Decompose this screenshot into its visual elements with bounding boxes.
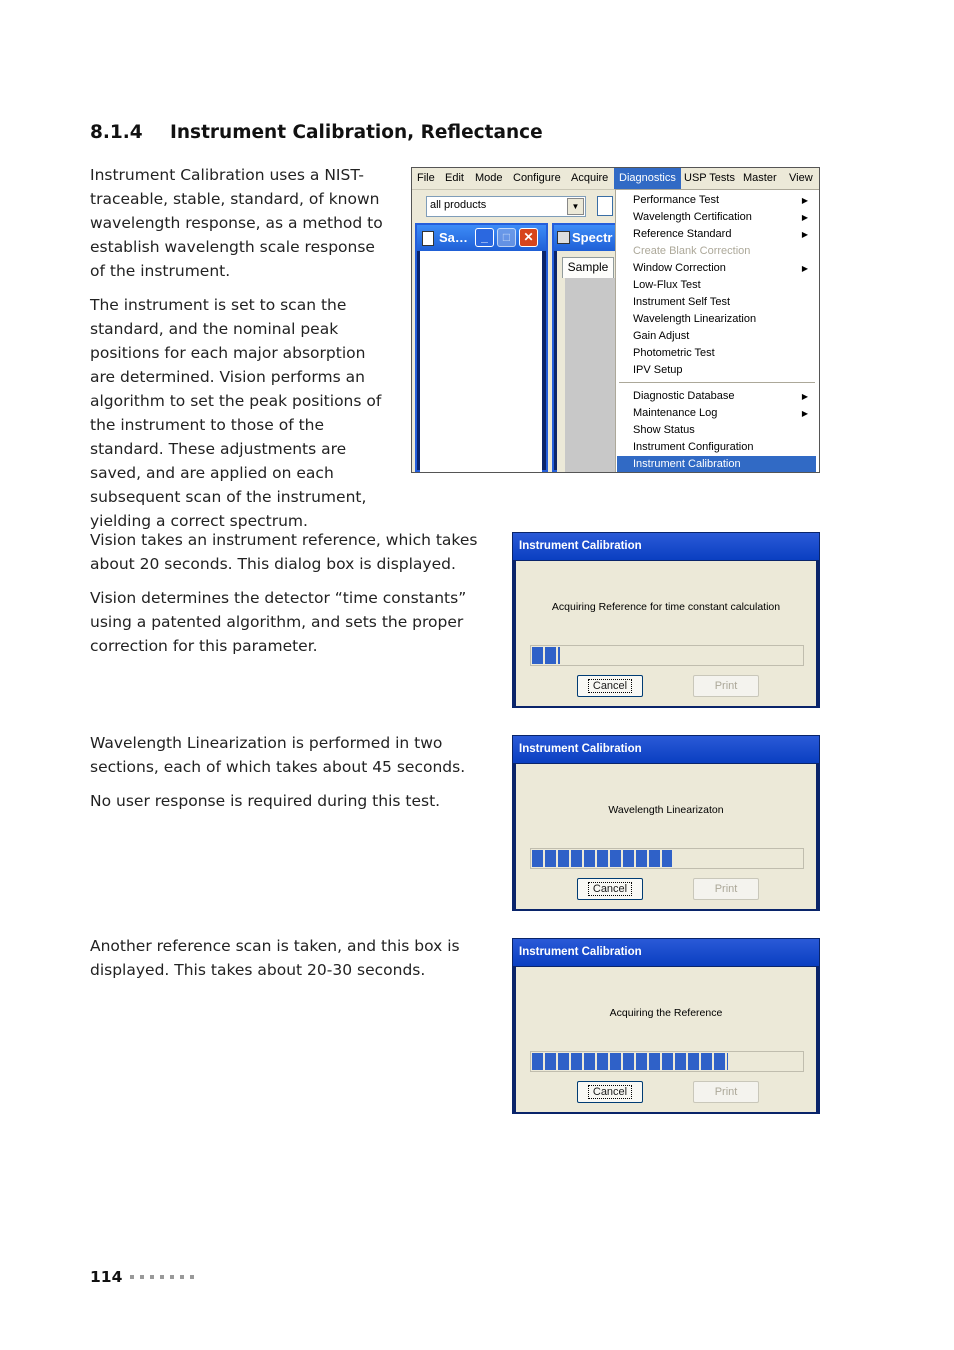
submenu-arrow-icon: ▶ xyxy=(801,213,808,222)
print-button: Print xyxy=(693,878,759,900)
product-combo[interactable] xyxy=(426,196,586,217)
menu-edit[interactable]: Edit xyxy=(445,172,464,184)
new-document-icon[interactable] xyxy=(597,196,613,216)
product-combo-value: all products xyxy=(430,199,487,211)
menu-bar xyxy=(412,168,819,190)
dialog-body xyxy=(516,967,816,1112)
calibration-dialog-linearization xyxy=(512,735,820,911)
dialog-body xyxy=(516,764,816,909)
submenu-arrow-icon: ▶ xyxy=(801,264,808,273)
section-number: 8.1.4 xyxy=(90,122,143,143)
progress-fill xyxy=(532,850,672,867)
menu-item-photometric-test[interactable]: Photometric Test xyxy=(633,347,715,359)
cancel-button[interactable]: Cancel xyxy=(577,675,643,697)
menu-item-instrument-configuration[interactable]: Instrument Configuration xyxy=(633,441,754,453)
section-heading xyxy=(90,122,543,143)
submenu-arrow-icon: ▶ xyxy=(801,230,808,239)
dialog-message: Acquiring the Reference xyxy=(609,1007,723,1019)
print-button: Print xyxy=(693,675,759,697)
menu-item-instrument-self-test[interactable]: Instrument Self Test xyxy=(633,296,731,308)
minimize-icon[interactable]: _ xyxy=(475,228,494,247)
menu-item-instrument-calibration[interactable]: Instrument Calibration xyxy=(617,456,816,473)
paragraph-time-constants: Vision determines the detector “time constants” using a patented algorithm, and sets the proper correction for this parameter. xyxy=(90,589,467,655)
menu-item-gain-adjust[interactable]: Gain Adjust xyxy=(633,330,690,342)
page-footer xyxy=(90,1268,194,1286)
print-button: Print xyxy=(693,1081,759,1103)
progress-bar xyxy=(530,1051,804,1072)
menu-mode[interactable]: Mode xyxy=(475,172,503,184)
spectrum-icon xyxy=(557,231,570,244)
paragraph-no-response: No user response is required during this test. xyxy=(90,792,441,810)
tab-sample[interactable]: Sample xyxy=(562,257,614,278)
sample-window xyxy=(415,223,548,472)
menu-item-reference-standard[interactable]: Reference Standard ▶ xyxy=(617,226,816,243)
maximize-icon[interactable]: □ xyxy=(497,228,516,247)
menu-item-create-blank-correction: Create Blank Correction xyxy=(633,245,751,257)
menu-item-wavelength-linearization[interactable]: Wavelength Linearization xyxy=(633,313,757,325)
vision-app-screenshot xyxy=(411,167,820,473)
chevron-down-icon[interactable]: ▼ xyxy=(567,198,584,215)
diagnostics-dropdown xyxy=(615,189,819,473)
submenu-arrow-icon: ▶ xyxy=(801,392,808,401)
menu-usp-tests[interactable]: USP Tests xyxy=(684,172,735,184)
menu-acquire[interactable]: Acquire xyxy=(571,172,609,184)
menu-item-show-status[interactable]: Show Status xyxy=(633,424,695,436)
calibration-dialog-reference xyxy=(512,532,820,708)
submenu-arrow-icon: ▶ xyxy=(801,196,808,205)
dialog-body xyxy=(516,561,816,706)
footer-dots xyxy=(130,1275,194,1279)
progress-fill xyxy=(532,1053,728,1070)
window-app-icon xyxy=(422,231,434,246)
dialog-message: Acquiring Reference for time constant calculation xyxy=(551,601,781,613)
calibration-dialog-acquiring-reference xyxy=(512,938,820,1114)
sample-window-title: Sa… xyxy=(439,230,468,245)
close-icon[interactable]: ✕ xyxy=(519,228,538,247)
dialog-title[interactable]: Instrument Calibration xyxy=(513,939,819,966)
menu-item-low-flux-test[interactable]: Low-Flux Test xyxy=(633,279,701,291)
menu-item-maintenance-log[interactable]: Maintenance Log ▶ xyxy=(617,405,816,422)
paragraph-reference: Vision takes an instrument reference, which takes about 20 seconds. This dialog box is displayed. xyxy=(90,531,478,573)
dialog-message: Wavelength Linearizaton xyxy=(608,804,724,816)
submenu-arrow-icon: ▶ xyxy=(801,409,808,418)
cancel-button[interactable]: Cancel xyxy=(577,1081,643,1103)
menu-file[interactable]: File xyxy=(417,172,435,184)
sample-window-titlebar[interactable] xyxy=(417,225,546,251)
progress-bar xyxy=(530,645,804,666)
menu-configure[interactable]: Configure xyxy=(513,172,561,184)
menu-item-wavelength-certification[interactable]: Wavelength Certification ▶ xyxy=(617,209,816,226)
dialog-title[interactable]: Instrument Calibration xyxy=(513,736,819,763)
menu-item-ipv-setup[interactable]: IPV Setup xyxy=(633,364,683,376)
menu-separator xyxy=(619,382,815,383)
menu-item-performance-test[interactable]: Performance Test ▶ xyxy=(617,192,816,209)
progress-bar xyxy=(530,848,804,869)
paragraph-scan-standard: The instrument is set to scan the standard, and the nominal peak positions for each major absorption are determined. Vision performs an algorithm to set the peak positions of the instrument to those of the standard. These adjustments are saved, and are applied on each subsequent scan of the instrument, yielding a correct spectrum. xyxy=(90,296,382,530)
progress-fill xyxy=(532,647,560,664)
menu-diagnostics[interactable]: Diagnostics xyxy=(614,168,681,189)
paragraph-another-reference: Another reference scan is taken, and this box is displayed. This takes about 20-30 seconds. xyxy=(90,937,460,979)
menu-item-diagnostic-database[interactable]: Diagnostic Database ▶ xyxy=(617,388,816,405)
cancel-button[interactable]: Cancel xyxy=(577,878,643,900)
section-title: Instrument Calibration, Reflectance xyxy=(170,122,543,143)
spectrum-window-title: Spectr xyxy=(572,230,613,245)
paragraph-linearization: Wavelength Linearization is performed in two sections, each of which takes about 45 seconds. xyxy=(90,734,466,776)
sample-window-content xyxy=(420,251,542,472)
menu-item-window-correction[interactable]: Window Correction ▶ xyxy=(617,260,816,277)
paragraph-intro: Instrument Calibration uses a NIST-traceable, stable, standard, of known wavelength response, as a method to establish wavelength scale response of the instrument. xyxy=(90,166,383,280)
menu-view[interactable]: View xyxy=(789,172,813,184)
page-number: 114 xyxy=(90,1268,123,1286)
dialog-title[interactable]: Instrument Calibration xyxy=(513,533,819,560)
menu-master[interactable]: Master xyxy=(743,172,777,184)
